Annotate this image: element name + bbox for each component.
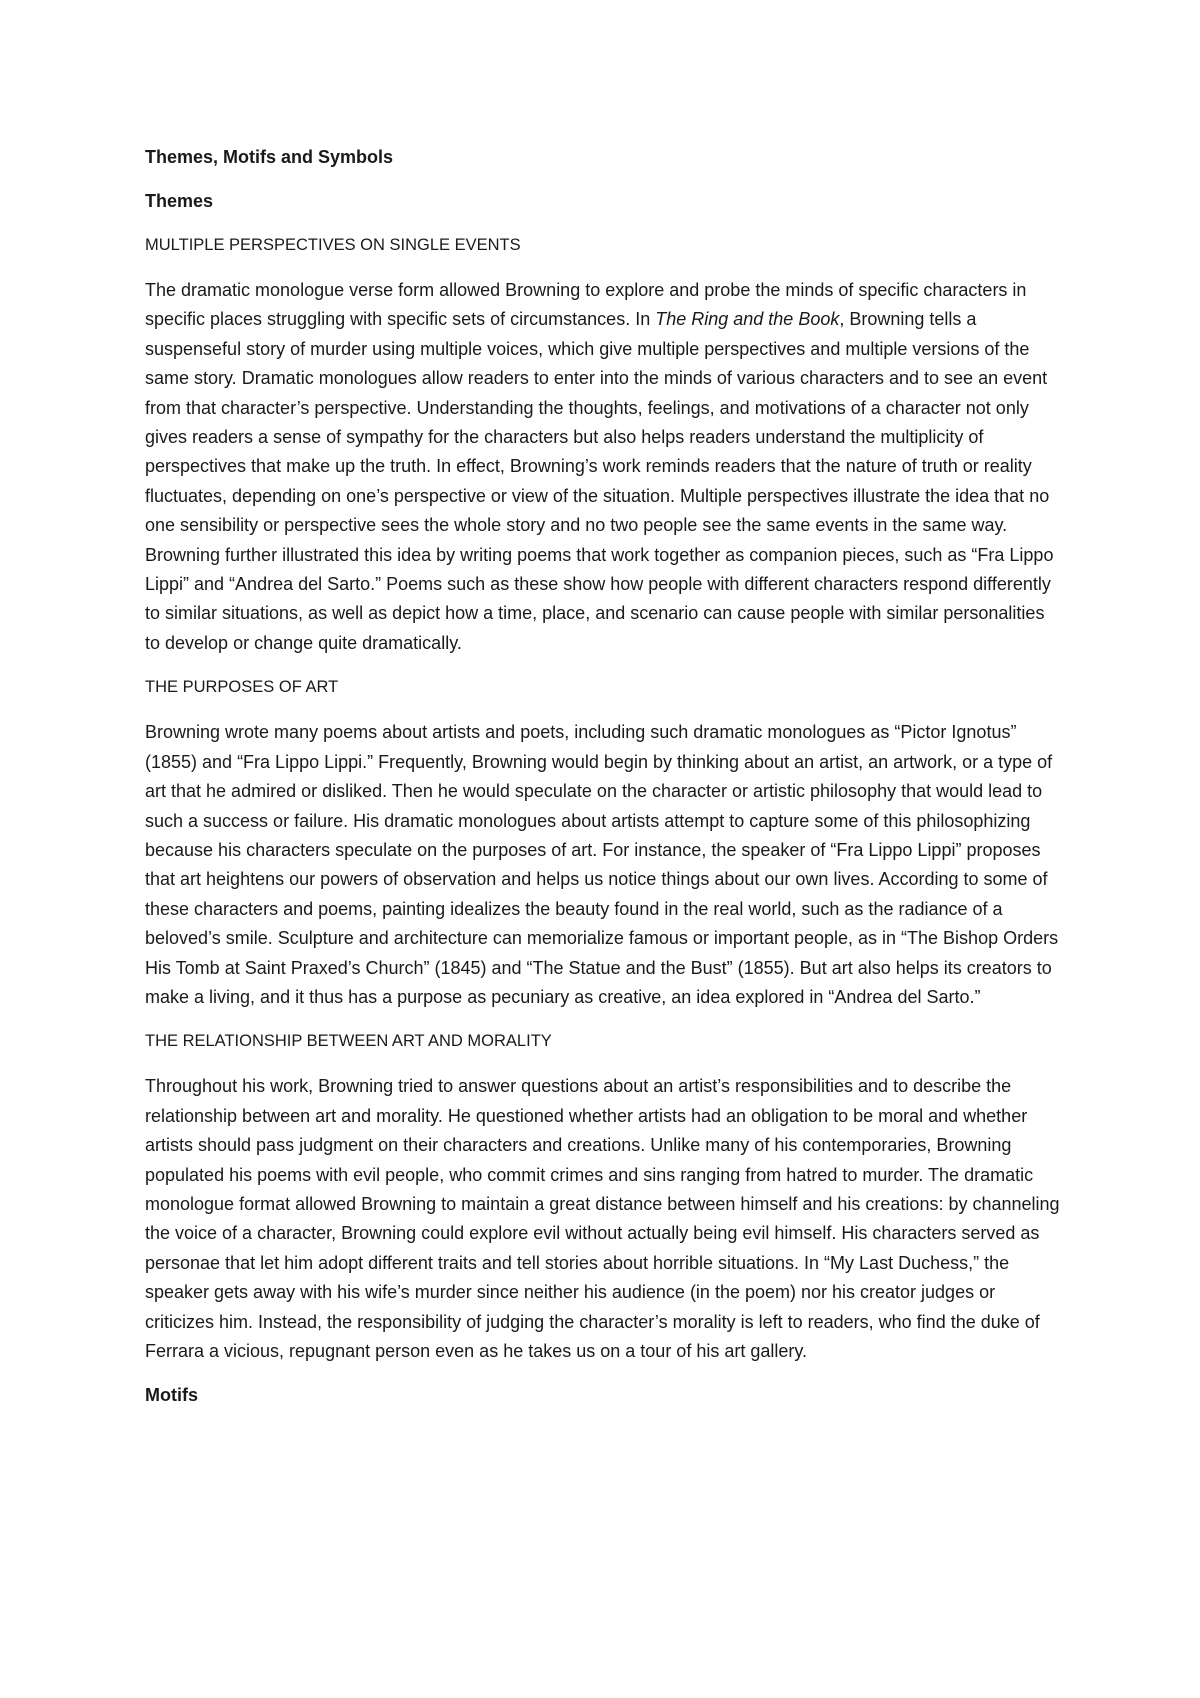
paragraph-text: The dramatic monologue verse form allowed Browning to explore and probe the minds of specific characters in specific places struggling with specific sets of circumstances. In xyxy=(145,280,1027,330)
subsection-heading-art-and-morality: THE RELATIONSHIP BETWEEN ART AND MORALITY xyxy=(145,1032,552,1051)
document-title: Themes, Motifs and Symbols xyxy=(145,147,394,167)
motifs-heading: Motifs xyxy=(145,1385,198,1406)
paragraph-text: , Browning tells a suspenseful story of murder using multiple voices, which give multiple perspectives and multiple versions of the same story. Dramatic monologues allow readers to enter into the minds of various characters and to see an event from that character’s perspective. Understanding the thoughts, feelings, and motivations of a character not only gives readers a sense of sympathy for the characters but also helps readers understand the multiplicity of perspectives that make up the truth. In effect, Browning’s work reminds readers that the nature of truth or reality fluctuates, depending on one’s perspective or view of the situation. Multiple perspectives illustrate the idea that no one sensibility or perspective sees the whole story and no two people see the same events in the same way. Browning further illustrated this idea by writing poems that work together as companion pieces, such as “Fra Lippo Lippi” and “Andrea del Sarto.” Poems such as these show how people with different characters respond differently to similar situations, as well as depict how a time, place, and scenario can cause people with similar personalities to develop or change quite dramatically. xyxy=(145,309,1054,653)
paragraph-multiple-perspectives xyxy=(145,276,1060,658)
italic-book-title: The Ring and the Book xyxy=(655,309,840,330)
themes-heading: Themes xyxy=(145,191,214,211)
subsection-heading-purposes-of-art: THE PURPOSES OF ART xyxy=(145,678,339,697)
paragraph-art-and-morality: Throughout his work, Browning tried to answer questions about an artist’s responsibilities and to describe the relationship between art and morality. He questioned whether artists had an obligation to be moral and whether artists should pass judgment on their characters and creations. Unlike many of his contemporaries, Browning populated his poems with evil people, who commit crimes and sins ranging from hatred to murder. The dramatic monologue format allowed Browning to maintain a great distance between himself and his creations: by channeling the voice of a character, Browning could explore evil without actually being evil himself. His characters served as personae that let him adopt different traits and tell stories about horrible situations. In “My Last Duchess,” the speaker gets away with his wife’s murder since neither his audience (in the poem) nor his creator judges or criticizes him. Instead, the responsibility of judging the character’s morality is left to readers, who find the duke of Ferrara a vicious, repugnant person even as he takes us on a tour of his art gallery. xyxy=(145,1076,1060,1361)
subsection-heading-multiple-perspectives: MULTIPLE PERSPECTIVES ON SINGLE EVENTS xyxy=(145,236,521,254)
paragraph-purposes-of-art: Browning wrote many poems about artists and poets, including such dramatic monologues as “Pictor Ignotus” (1855) and “Fra Lippo Lippi.” Frequently, Browning would begin by thinking about an artist, an artwork, or a type of art that he admired or disliked. Then he would speculate on the character or artistic philosophy that would lead to such a success or failure. His dramatic monologues about artists attempt to capture some of this philosophizing because his characters speculate on the purposes of art. For instance, the speaker of “Fra Lippo Lippi” proposes that art heightens our powers of observation and helps us notice things about our own lives. According to some of these characters and poems, painting idealizes the beauty found in the real world, such as the radiance of a beloved’s smile. Sculpture and architecture can memorialize famous or important people, as in “The Bishop Orders His Tomb at Saint Praxed’s Church” (1845) and “The Statue and the Bust” (1855). But art also helps its creators to make a living, and it thus has a purpose as pecuniary as creative, an idea explored in “Andrea del Sarto.” xyxy=(145,722,1059,1007)
